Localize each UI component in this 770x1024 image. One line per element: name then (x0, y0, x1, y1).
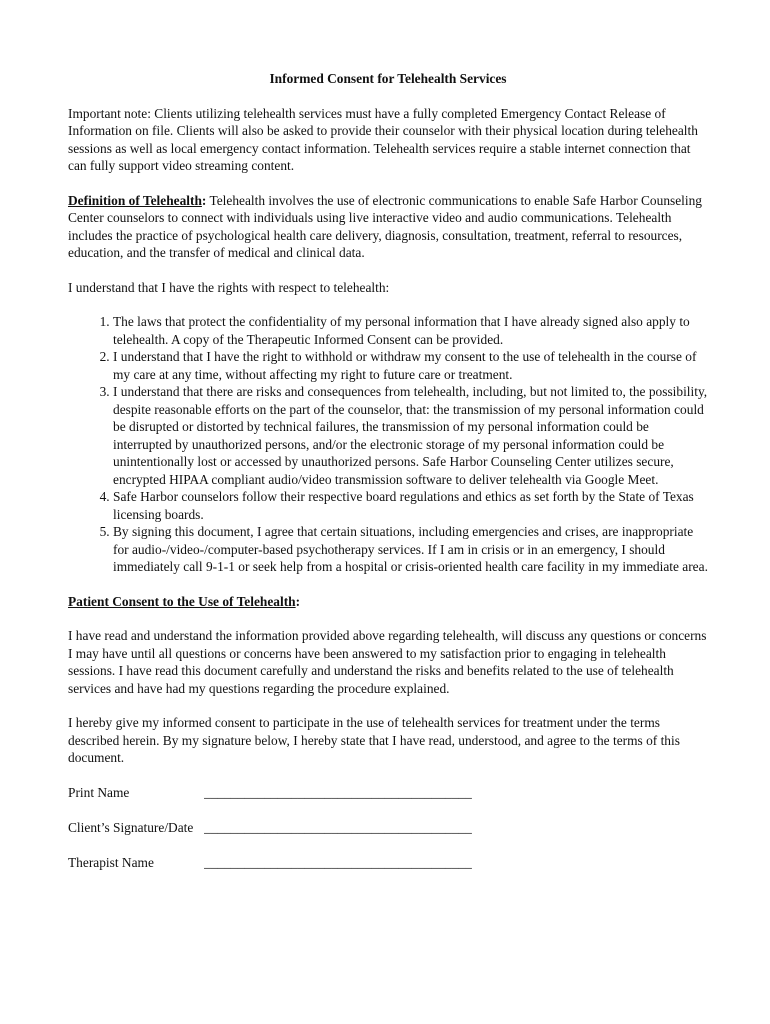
print-name-label: Print Name (68, 784, 130, 800)
rights-item: 5. By signing this document, I agree that certain situations, including emergencies and crises, are inappropriate for audio-/video-/computer-based psychotherapy services. If I am in crisis or in an emergency, I should immediately call 9-1-1 or seek help from a hospital or crisis-oriented health care facility in my immediate area. (113, 523, 708, 576)
patient-consent-paragraph-2: I hereby give my informed consent to participate in the use of telehealth services for treatment under the terms described herein. By my signature below, I hereby state that I have read, understood, and agree to the terms of this document. (68, 715, 680, 765)
rights-list (68, 313, 708, 576)
patient-consent-colon: : (295, 593, 301, 609)
rights-item: 4. Safe Harbor counselors follow their respective board regulations and ethics as set forth by the State of Texas licensing boards. (113, 488, 708, 523)
definition-colon: : (201, 192, 207, 208)
patient-consent-heading: Patient Consent to the Use of Telehealth (68, 593, 296, 609)
therapist-name-field[interactable]: ________________________________________ (204, 854, 472, 870)
rights-item: 2. I understand that I have the right to withhold or withdraw my consent to the use of telehealth in the course of my care at any time, without affecting my right to future care or treatment. (113, 348, 708, 383)
definition-paragraph (68, 192, 708, 262)
rights-item: 3. I understand that there are risks and consequences from telehealth, including, but not limited to, the possibility, despite reasonable efforts on the part of the counselor, that: the transmission of my personal information could be disrupted or distorted by technical failures, the transmission of my personal information could be interrupted by unauthorized persons, and/or the electronic storage of my personal information could be unintentionally lost or accessed by unauthorized persons. Safe Harbor Counseling Center utilizes secure, encrypted HIPAA compliant audio/video transmission software to deliver telehealth via Google Meet. (113, 383, 708, 488)
important-note: Important note: Clients utilizing telehealth services must have a fully completed Emergency Contact Release of Information on file. Clients will also be asked to provide their counselor with their physical location during telehealth sessions as well as local emergency contact information. Telehealth services require a stable internet connection that can fully support video streaming content. (68, 105, 698, 173)
patient-consent-heading-line (68, 593, 708, 611)
patient-consent-paragraph-1: I have read and understand the information provided above regarding telehealth, will discuss any questions or concerns I may have until all questions or concerns have been answered to my satisfaction prior to engaging in telehealth sessions. I have read this document carefully and understand the risks and benefits related to the use of telehealth services and have had my questions regarding the procedure explained. (68, 628, 707, 696)
signature-block (68, 784, 708, 872)
rights-item: 1. The laws that protect the confidentiality of my personal information that I have already signed also apply to telehealth. A copy of the Therapeutic Informed Consent can be provided. (113, 313, 708, 348)
signature-row-client-signature (68, 819, 708, 837)
signature-row-print-name (68, 784, 708, 802)
consent-document (68, 70, 708, 889)
signature-row-therapist-name (68, 854, 708, 872)
client-signature-field[interactable]: ________________________________________ (204, 819, 472, 835)
print-name-field[interactable]: ________________________________________ (204, 784, 472, 800)
therapist-name-label: Therapist Name (68, 854, 154, 870)
document-title: Informed Consent for Telehealth Services (269, 71, 507, 86)
client-signature-label: Client’s Signature/Date (68, 819, 194, 835)
rights-intro: I understand that I have the rights with respect to telehealth: (68, 279, 390, 295)
definition-heading: Definition of Telehealth (68, 192, 202, 208)
definition-text: Telehealth involves the use of electronic communications to enable Safe Harbor Counseling Center counselors to connect with individuals using live interactive video and audio communications. Telehealth includes the practice of psychological health care delivery, diagnosis, consultation, treatment, referral to resources, education, and the transfer of medical and clinical data. (68, 192, 703, 260)
